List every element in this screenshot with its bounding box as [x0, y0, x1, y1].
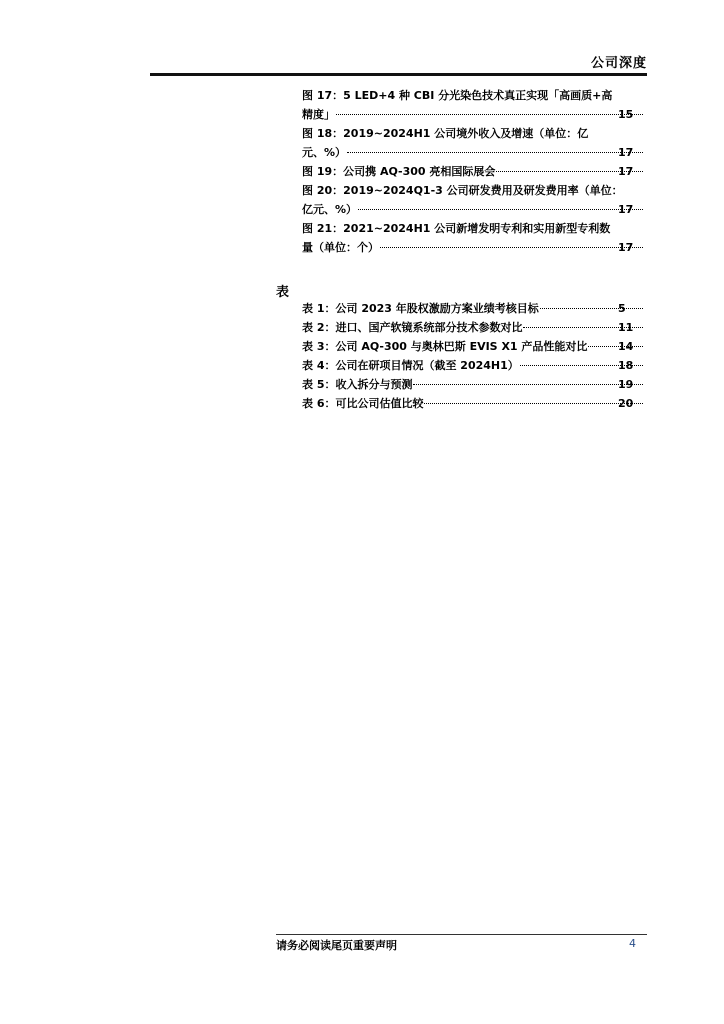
- dot-leader: [520, 365, 643, 366]
- toc-entry-title: 表 2：进口、国产软镜系统部分技术参数对比: [302, 321, 523, 334]
- dot-leader: [358, 209, 643, 210]
- table-toc-list: [302, 299, 644, 413]
- dot-leader: [588, 346, 643, 347]
- footer-divider: [276, 934, 647, 935]
- toc-entry-title: 表 3：公司 AQ-300 与奥林巴斯 EVIS X1 产品性能对比: [302, 340, 588, 353]
- toc-entry-figure-17[interactable]: 图 17：5 LED+4 种 CBI 分光染色技术真正实现「高画质+高 精度」 15: [302, 86, 644, 124]
- figure-toc-list: [302, 86, 644, 257]
- dot-leader: [496, 171, 643, 172]
- toc-entry-title: 图 18：2019~2024H1 公司境外收入及增速（单位：亿: [302, 127, 589, 140]
- toc-entry-title: 图 19：公司携 AQ-300 亮相国际展会: [302, 165, 496, 178]
- toc-entry-figure-18[interactable]: 图 18：2019~2024H1 公司境外收入及增速（单位：亿 元、%） 17: [302, 124, 644, 162]
- toc-entry-figure-19[interactable]: 图 19：公司携 AQ-300 亮相国际展会 17: [302, 162, 644, 181]
- header-title: 公司深度: [590, 56, 647, 71]
- toc-entry-table-2[interactable]: 表 2：进口、国产软镜系统部分技术参数对比 11: [302, 318, 644, 337]
- dot-leader: [336, 114, 643, 115]
- toc-entry-title-cont: 亿元、%）: [302, 203, 358, 216]
- toc-entry-title: 表 6：可比公司估值比较: [302, 397, 424, 410]
- dot-leader: [523, 327, 643, 328]
- toc-entry-title-cont: 精度」: [302, 108, 335, 121]
- toc-entry-table-6[interactable]: 表 6：可比公司估值比较 20: [302, 394, 644, 413]
- toc-entry-figure-20[interactable]: 图 20：2019~2024Q1-3 公司研发费用及研发费用率（单位： 亿元、%） 17: [302, 181, 644, 219]
- toc-entry-title: 表 4：公司在研项目情况（截至 2024H1）: [302, 359, 519, 372]
- dot-leader: [424, 403, 643, 404]
- toc-entry-table-5[interactable]: 表 5：收入拆分与预测 19: [302, 375, 644, 394]
- toc-entry-figure-21[interactable]: 图 21：2021~2024H1 公司新增发明专利和实用新型专利数 量（单位：个） 17: [302, 219, 644, 257]
- dot-leader: [413, 384, 643, 385]
- toc-entry-title: 图 21：2021~2024H1 公司新增发明专利和实用新型专利数: [302, 222, 611, 235]
- footer-disclaimer: 请务必阅读尾页重要声明: [276, 939, 397, 952]
- dot-leader: [347, 152, 643, 153]
- toc-entry-table-3[interactable]: 表 3：公司 AQ-300 与奥林巴斯 EVIS X1 产品性能对比 14: [302, 337, 644, 356]
- tables-section-heading: 表: [276, 285, 290, 300]
- toc-entry-title-cont: 量（单位：个）: [302, 241, 379, 254]
- toc-entry-title-cont: 元、%）: [302, 146, 347, 159]
- toc-entry-title: 表 5：收入拆分与预测: [302, 378, 413, 391]
- dot-leader: [540, 308, 643, 309]
- toc-entry-title: 图 17：5 LED+4 种 CBI 分光染色技术真正实现「高画质+高: [302, 89, 613, 102]
- toc-entry-table-1[interactable]: 表 1：公司 2023 年股权激励方案业绩考核目标 5: [302, 299, 644, 318]
- toc-entry-table-4[interactable]: 表 4：公司在研项目情况（截至 2024H1） 18: [302, 356, 644, 375]
- toc-entry-title: 表 1：公司 2023 年股权激励方案业绩考核目标: [302, 302, 539, 315]
- toc-entry-title: 图 20：2019~2024Q1-3 公司研发费用及研发费用率（单位：: [302, 184, 623, 197]
- page-number: 4: [629, 937, 636, 950]
- header-divider: [150, 73, 647, 76]
- dot-leader: [380, 247, 643, 248]
